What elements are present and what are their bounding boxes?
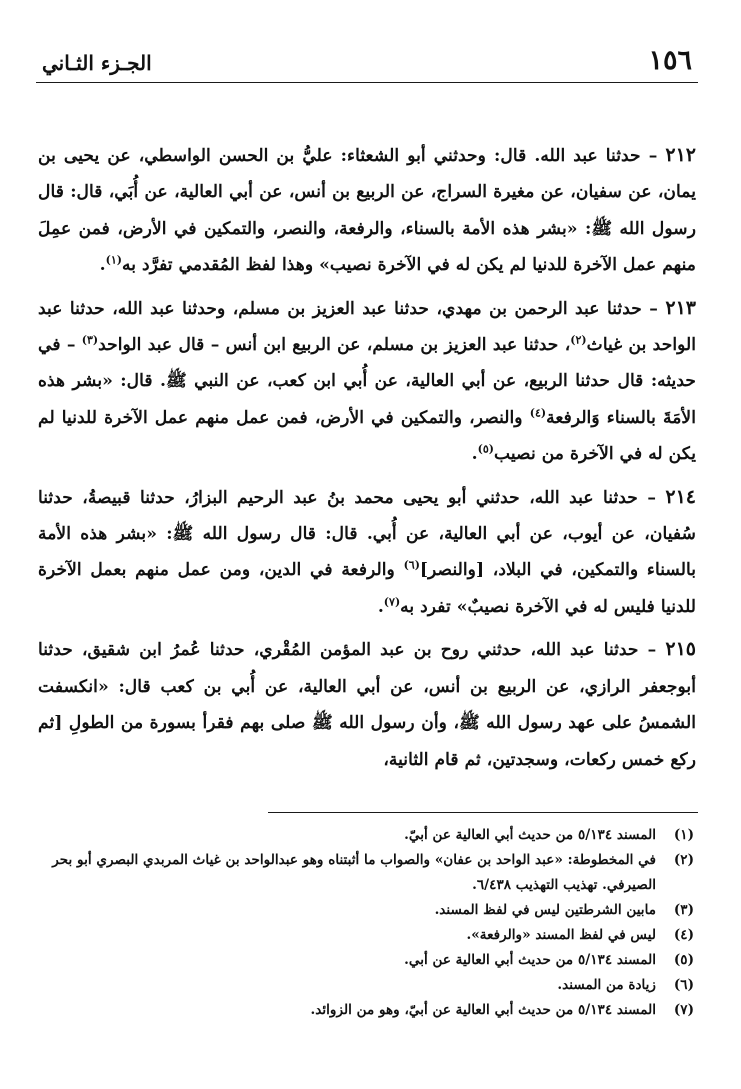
hadith-text: ، حدثنا عبد العزيز بن مسلم، عن الربيع ابن أنس – قال عبد الواحد: [98, 335, 571, 356]
footnote-number: (٦): [673, 976, 694, 993]
hadith-separator: –: [638, 640, 657, 661]
hadith-separator: –: [640, 146, 658, 166]
page-number: ١٥٦: [648, 45, 692, 76]
footnote-text: المسند ٥/١٣٤ من حديث أبي العالية عن أبي.: [404, 951, 656, 968]
footnote-ref[interactable]: (٣): [81, 333, 99, 347]
hadith-212: [36, 137, 698, 284]
footnote-2: [40, 848, 694, 898]
footnote-ref[interactable]: (١): [105, 253, 122, 267]
hadith-text: والنصر، والتمكين في الأرض، فمن عمل منهم عمل الآخرة للدنيا لم يكن له في الآخرة من نصيب: [38, 407, 696, 465]
footnote-number: (٧): [673, 1001, 694, 1018]
footnote-number: (٢): [673, 851, 694, 868]
footnote-6: [40, 973, 694, 998]
footnote-text: المسند ٥/١٣٤ من حديث أبي العالية عن أبيّ، وهو من الزوائد.: [310, 1001, 656, 1018]
hadith-text: حدثنا عبد الله، حدثني أبو يحيى محمد بنُ عبد الرحيم البزارُ، حدثنا قبيصةُ، حدثنا سُفيان، عن أيوب، عن أبي العالية، عن أُبي. قال: قال رسول الله ﷺ: «بشر هذه الأمة بالسناء والتمكين، في البلاد، [والنصر]: [38, 487, 696, 581]
footnote-ref[interactable]: (٢): [570, 333, 587, 347]
footnote-text: ليس في لفظ المسند «والرفعة».: [466, 926, 656, 943]
hadith-number: ٢١٥: [665, 638, 696, 661]
footnote-number: (٤): [673, 926, 694, 943]
footnote-3: [40, 898, 694, 923]
hadith-number: ٢١٢: [665, 144, 697, 166]
hadith-text: حدثنا عبد الرحمن بن مهدي، حدثنا عبد العزيز بن مسلم، وحدثنا عبد الله، حدثنا عبد الواحد بن غياث: [38, 298, 696, 356]
footnote-text: المسند ٥/١٣٤ من حديث أبي العالية عن أبيّ.: [404, 826, 656, 843]
footnote-ref[interactable]: (٥): [477, 442, 494, 456]
running-title: الجـزء الثـاني: [42, 51, 152, 75]
footnote-text: في المخطوطة: «عبد الواحد بن عفان» والصواب ما أثبتناه وهو عبدالواحد بن غياث المربدي البصري أبو بحر الصيرفي. تهذيب التهذيب ٦/٤٣٨.: [52, 851, 656, 893]
footnote-ref[interactable]: (٧): [383, 595, 401, 609]
hadith-text: حدثنا عبد الله. قال: وحدثني أبو الشعثاء: عليُّ بن الحسن الواسطي، عن يحيى بن يمان، عن سفيان، عن مغيرة السراج، عن الربيع بن أنس، عن أبي العالية، عن أُبَي، قال: قال رسول الله ﷺ: «بشر هذه الأمة بالسناء، والرفعة، والنصر، والتمكين في الأرض، فمن عمِلَ منهم عمل الآخرة للدنيا لم يكن له في الآخرة نصيب» وهذا لفظ المُقدمي تفرَّد به: [38, 146, 696, 276]
header-rule: [36, 82, 698, 83]
hadith-separator: –: [641, 298, 658, 319]
book-page: [36, 34, 698, 1054]
footnote-rule: [268, 812, 698, 813]
footnote-ref[interactable]: (٤): [529, 406, 547, 420]
footnote-7: [40, 998, 694, 1023]
hadith-text: – في حديثه: قال حدثنا الربيع، عن أبي العالية، عن أُبي ابن كعب، عن النبي ﷺ. قال: «بشر هذه الأمَةَ بالسناء وَالرفعة: [38, 335, 696, 428]
footnote-1: [40, 823, 694, 848]
hadith-number: ٢١٣: [665, 296, 696, 319]
footnote-5: [40, 948, 694, 973]
page-header: [36, 34, 698, 82]
footnote-ref[interactable]: (٦): [403, 558, 420, 572]
hadith-text-tail: .: [471, 444, 478, 465]
footnote-text: مابين الشرطتين ليس في لفظ المسند.: [434, 901, 656, 918]
hadith-separator: –: [637, 487, 656, 508]
footnote-number: (١): [673, 826, 694, 843]
hadith-text: حدثنا عبد الله، حدثني روح بن عبد المؤمن المُقْري، حدثنا عُمرُ ابن شقيق، حدثنا أبوجعفر الرازي، عن الربيع بن أنس، عن أبي العالية، عن أُبي بن كعب قال: «انكسفت الشمسُ على عهد رسول الله ﷺ، وأن رسول الله ﷺ صلى بهم فقرأ بسورة من الطولِ [ثم ركع خمس ركعات، وسجدتين، ثم قام الثانية،: [38, 640, 696, 770]
hadith-text-tail: .: [99, 255, 106, 276]
footnote-4: [40, 923, 694, 948]
hadith-number: ٢١٤: [665, 485, 697, 508]
footnote-number: (٣): [673, 901, 694, 918]
footnotes-list: [36, 823, 698, 1023]
hadith-215: [36, 631, 698, 778]
hadith-text: والرفعة في الدين، ومن عمل منهم بعمل الآخرة للدنيا فليس له في الآخرة نصيبٌ» تفرد به: [38, 560, 696, 617]
hadith-214: [36, 479, 698, 626]
footnote-number: (٥): [673, 951, 694, 968]
hadith-text-tail: .: [377, 596, 384, 617]
hadith-213: [36, 290, 698, 473]
footnote-text: زيادة من المسند.: [557, 976, 656, 993]
